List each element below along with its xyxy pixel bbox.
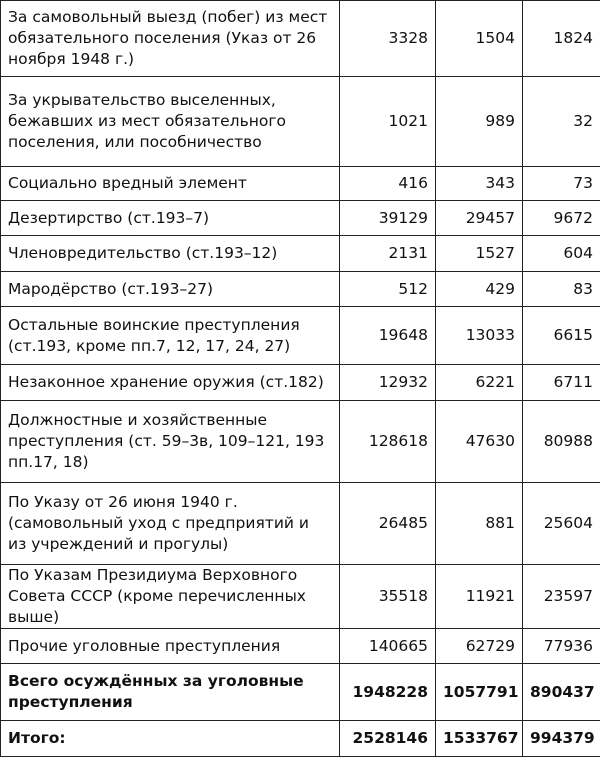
row-label: По Указу от 26 июня 1940 г. (самовольный уход с предприятий и из учреждений и прогулы) — [1, 483, 340, 565]
cell-total: 2131 — [340, 236, 436, 272]
cell-col2: 1533767 — [436, 721, 523, 757]
table-row — [1, 629, 600, 664]
row-label: За укрывательство выселенных, бежавших из мест обязательного поселения, или пособничество — [1, 77, 340, 167]
cell-total: 19648 — [340, 307, 436, 365]
row-label: Прочие уголовные преступления — [1, 629, 340, 664]
cell-col2: 29457 — [436, 201, 523, 236]
cell-col2: 1057791 — [436, 664, 523, 721]
row-label: За самовольный выезд (побег) из мест обязательного поселения (Указ от 26 ноября 1948 г.) — [1, 1, 340, 77]
cell-col2: 429 — [436, 272, 523, 307]
row-label: Членовредительство (ст.193–12) — [1, 236, 340, 272]
cell-col3: 6615 — [523, 307, 600, 365]
table-row — [1, 307, 600, 365]
cell-col2: 62729 — [436, 629, 523, 664]
cell-col3: 6711 — [523, 365, 600, 401]
cell-total: 1948228 — [340, 664, 436, 721]
cell-total: 12932 — [340, 365, 436, 401]
table-row — [1, 365, 600, 401]
table-row — [1, 201, 600, 236]
cell-col2: 6221 — [436, 365, 523, 401]
table-body — [1, 1, 600, 757]
row-label: По Указам Президиума Верховного Совета СССР (кроме перечисленных выше) — [1, 565, 340, 629]
cell-total: 2528146 — [340, 721, 436, 757]
row-label: Должностные и хозяйственные преступления (ст. 59–3в, 109–121, 193 пп.17, 18) — [1, 401, 340, 483]
table-row — [1, 77, 600, 167]
row-label: Незаконное хранение оружия (ст.182) — [1, 365, 340, 401]
cell-total: 512 — [340, 272, 436, 307]
table-row — [1, 236, 600, 272]
table-row — [1, 565, 600, 629]
cell-col3: 9672 — [523, 201, 600, 236]
table-row-grand-total — [1, 721, 600, 757]
cell-col2: 881 — [436, 483, 523, 565]
row-label: Итого: — [1, 721, 340, 757]
cell-col2: 11921 — [436, 565, 523, 629]
cell-col3: 1824 — [523, 1, 600, 77]
table-row — [1, 272, 600, 307]
row-label: Мародёрство (ст.193–27) — [1, 272, 340, 307]
row-label: Социально вредный элемент — [1, 167, 340, 201]
table-row — [1, 401, 600, 483]
cell-col2: 343 — [436, 167, 523, 201]
cell-col2: 1527 — [436, 236, 523, 272]
cell-col2: 47630 — [436, 401, 523, 483]
cell-col3: 23597 — [523, 565, 600, 629]
row-label: Дезертирство (ст.193–7) — [1, 201, 340, 236]
cell-col3: 25604 — [523, 483, 600, 565]
cell-col3: 77936 — [523, 629, 600, 664]
table-row — [1, 1, 600, 77]
table-row-total-criminal — [1, 664, 600, 721]
cell-total: 3328 — [340, 1, 436, 77]
table-row — [1, 167, 600, 201]
cell-col3: 80988 — [523, 401, 600, 483]
cell-col2: 13033 — [436, 307, 523, 365]
cell-total: 140665 — [340, 629, 436, 664]
cell-col3: 32 — [523, 77, 600, 167]
row-label: Всего осуждённых за уголовные преступления — [1, 664, 340, 721]
cell-total: 35518 — [340, 565, 436, 629]
cell-col3: 83 — [523, 272, 600, 307]
cell-col3: 73 — [523, 167, 600, 201]
cell-total: 1021 — [340, 77, 436, 167]
cell-total: 26485 — [340, 483, 436, 565]
cell-total: 128618 — [340, 401, 436, 483]
cell-col2: 1504 — [436, 1, 523, 77]
cell-col3: 994379 — [523, 721, 600, 757]
row-label: Остальные воинские преступления (ст.193, кроме пп.7, 12, 17, 24, 27) — [1, 307, 340, 365]
cell-col2: 989 — [436, 77, 523, 167]
cell-total: 39129 — [340, 201, 436, 236]
table-row — [1, 483, 600, 565]
cell-total: 416 — [340, 167, 436, 201]
cell-col3: 604 — [523, 236, 600, 272]
cell-col3: 890437 — [523, 664, 600, 721]
